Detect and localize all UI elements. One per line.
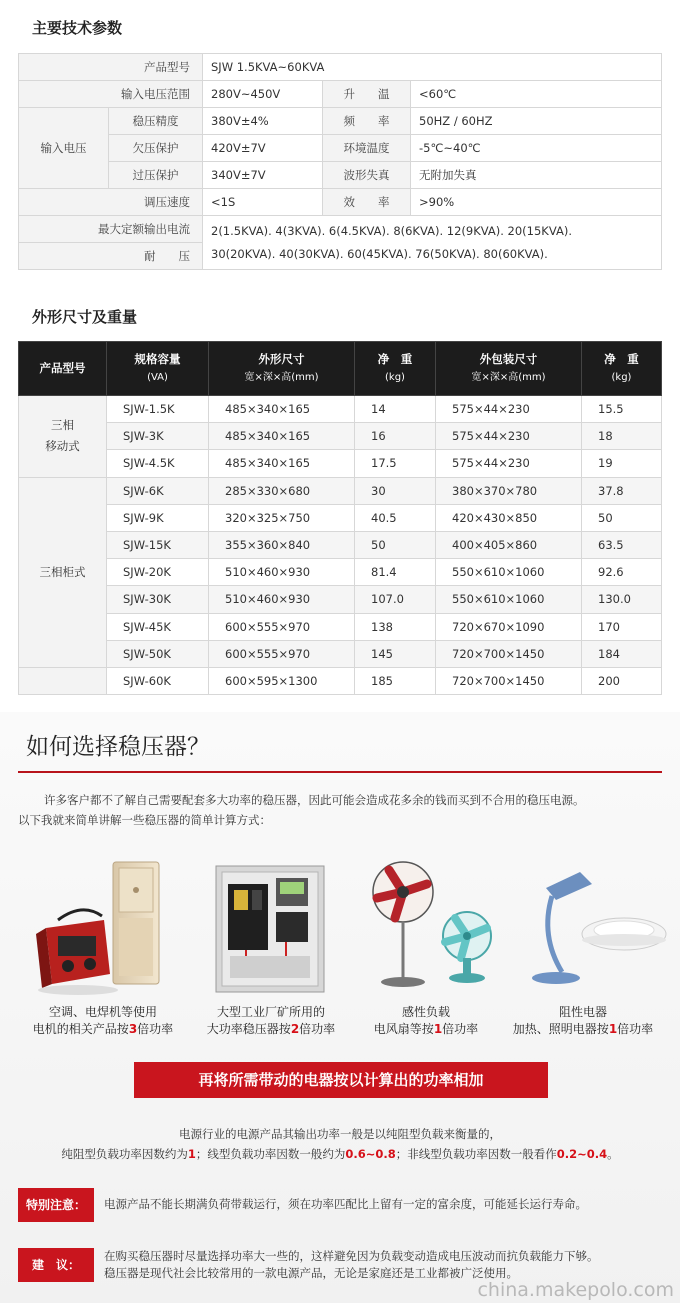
package-size-cell: 720×670×1090 [436,613,582,640]
net-weight-cell: 50 [355,531,436,558]
wave-label: 波形失真 [323,162,411,189]
size-cell: 285×330×680 [209,477,355,504]
advice-tag: 建 议： [18,1248,94,1282]
header-capacity: 规格容量 (VA) [107,342,209,396]
weight-cell: 184 [582,640,662,667]
group-empty [19,667,107,694]
input-range-label: 输入电压范围 [19,81,203,108]
attention-text: 电源产品不能长期满负荷带载运行，须在功率匹配比上留有一定的富余度，可能延长运行寿命。 [104,1197,587,1211]
weight-cell: 15.5 [582,396,662,423]
net-weight-cell: 40.5 [355,504,436,531]
caption-inductive-line1: 感性负载 [401,1005,450,1019]
table-row [19,504,662,531]
guide-title: 如何选择稳压器？ [26,734,210,760]
accuracy-value: 380V±4% [203,108,323,135]
weight-cell: 63.5 [582,531,662,558]
attention-tag: 特别注意： [18,1188,94,1222]
advice-text [104,1248,664,1282]
size-cell: 355×360×840 [209,531,355,558]
caption-motor-line1: 空调、电焊机等使用 [48,1005,157,1019]
max-current-line-2: 30(20KVA). 40(30KVA). 60(45KVA). 76(50KVA). 80(60KVA). [211,246,548,261]
dims-table [18,341,662,695]
env-value: -5℃~40℃ [411,135,662,162]
table-row [19,531,662,558]
net-weight-cell: 16 [355,423,436,450]
withstand-label: 耐 压 [19,243,203,270]
caption-industrial-line1: 大型工业厂矿所用的 [216,1005,325,1019]
weight-cell: 50 [582,504,662,531]
header-weight: 净 重 (kg) [582,342,662,396]
max-current-label: 最大定额输出电流 [19,216,203,243]
dims-section-title: 外形尺寸及重量 [32,308,138,326]
caption-industrial-line2: 大功率稳压器按2倍功率 [206,1022,336,1036]
size-cell: 485×340×165 [209,396,355,423]
size-cell: 600×555×970 [209,613,355,640]
model-label: 产品型号 [19,54,203,81]
table-row [19,586,662,613]
temp-label: 升 温 [323,81,411,108]
intro-line-1: 许多客户都不了解自己需要配套多大功率的稳压器，因此可能会造成花多余的钱而买到不合用的稳压电源。 [44,793,585,807]
net-weight-cell: 30 [355,477,436,504]
header-size: 外形尺寸 宽×深×高(mm) [209,342,355,396]
spec-table [18,53,662,270]
model-cell: SJW-50K [107,640,209,667]
weight-cell: 92.6 [582,559,662,586]
weight-cell: 130.0 [582,586,662,613]
advice-line-1: 在购买稳压器时尽量选择功率大一些的，这样避免因为负载变动造成电压波动而抗负载能力下够。 [104,1249,599,1263]
caption-inductive [341,1004,511,1038]
package-size-cell: 720×700×1450 [436,667,582,694]
max-current-value [203,216,662,270]
wave-value: 无附加失真 [411,162,662,189]
package-size-cell: 550×610×1060 [436,586,582,613]
desk-lamp-ceiling-light-illustration [510,854,680,1004]
model-cell: SJW-20K [107,559,209,586]
package-size-cell: 550×610×1060 [436,559,582,586]
model-cell: SJW-45K [107,613,209,640]
power-factor-note [18,1124,662,1164]
eff-value: >90% [411,189,662,216]
net-weight-cell: 145 [355,640,436,667]
header-package-size: 外包装尺寸 宽×深×高(mm) [436,342,582,396]
welder-aircon-illustration [18,854,188,1004]
table-row [19,640,662,667]
net-weight-cell: 107.0 [355,586,436,613]
model-cell: SJW-9K [107,504,209,531]
package-size-cell: 720×700×1450 [436,640,582,667]
under-label: 欠压保护 [109,135,203,162]
guide-intro [18,790,658,830]
input-range-value: 280V~450V [203,81,323,108]
model-cell: SJW-60K [107,667,209,694]
net-weight-cell: 138 [355,613,436,640]
input-voltage-label: 输入电压 [19,108,109,189]
table-row [19,667,662,694]
package-size-cell: 420×430×850 [436,504,582,531]
size-cell: 600×555×970 [209,640,355,667]
size-cell: 320×325×750 [209,504,355,531]
table-row [19,423,662,450]
caption-resistive-line2: 加热、照明电器按1倍功率 [512,1022,654,1036]
header-model: 产品型号 [19,342,107,396]
electric-fans-illustration [355,854,525,1004]
accuracy-label: 稳压精度 [109,108,203,135]
group-mobile: 三相 移动式 [19,396,107,478]
net-weight-cell: 185 [355,667,436,694]
table-row [19,613,662,640]
package-size-cell: 380×370×780 [436,477,582,504]
temp-value: <60℃ [411,81,662,108]
weight-cell: 200 [582,667,662,694]
caption-inductive-line2: 电风扇等按1倍功率 [373,1022,479,1036]
caption-motor [18,1004,188,1038]
table-row [19,450,662,477]
caption-motor-line2: 电机的相关产品按3倍功率 [32,1022,174,1036]
group-cabinet: 三相柜式 [19,477,107,667]
caption-industrial [186,1004,356,1038]
table-row [19,559,662,586]
max-current-line-1: 2(1.5KVA). 4(3KVA). 6(4.5KVA). 8(6KVA). 12(9KVA). 20(15KVA). [211,223,572,238]
model-cell: SJW-4.5K [107,450,209,477]
over-value: 340V±7V [203,162,323,189]
weight-cell: 18 [582,423,662,450]
net-weight-cell: 81.4 [355,559,436,586]
package-size-cell: 575×44×230 [436,450,582,477]
net-weight-cell: 14 [355,396,436,423]
size-cell: 485×340×165 [209,423,355,450]
over-label: 过压保护 [109,162,203,189]
table-row [19,396,662,423]
industrial-cabinet-illustration [186,854,356,1004]
speed-value: <1S [203,189,323,216]
net-weight-cell: 17.5 [355,450,436,477]
package-size-cell: 575×44×230 [436,396,582,423]
model-cell: SJW-15K [107,531,209,558]
watermark: china.makepolo.com [477,1279,674,1301]
title-divider [18,771,662,773]
intro-line-2: 以下我就来简单讲解一些稳压器的简单计算方式： [18,813,271,827]
model-cell: SJW-30K [107,586,209,613]
sum-power-banner: 再将所需带动的电器按以计算出的功率相加 [134,1062,548,1098]
size-cell: 510×460×930 [209,559,355,586]
power-factor-line-1: 电源行业的电源产品其输出功率一般是以纯阻型负载来衡量的， [179,1127,501,1141]
weight-cell: 170 [582,613,662,640]
size-cell: 510×460×930 [209,586,355,613]
header-net-weight: 净 重 (kg) [355,342,436,396]
advice-line-2: 稳压器是现代社会比较常用的一款电源产品，无论是家庭还是工业都被广泛使用。 [104,1266,518,1280]
dims-header-row [19,342,662,396]
spec-section-title: 主要技术参数 [32,19,123,37]
size-cell: 600×595×1300 [209,667,355,694]
table-row [19,477,662,504]
model-cell: SJW-3K [107,423,209,450]
freq-label: 频 率 [323,108,411,135]
package-size-cell: 400×405×860 [436,531,582,558]
model-value: SJW 1.5KVA~60KVA [203,54,662,81]
power-factor-line-2: 纯阻型负载功率因数约为1；线型负载功率因数一般约为0.6~0.8；非线型负载功率因数一般看作0.2~0.4。 [61,1147,619,1161]
package-size-cell: 575×44×230 [436,423,582,450]
eff-label: 效 率 [323,189,411,216]
caption-resistive [498,1004,668,1038]
speed-label: 调压速度 [19,189,203,216]
freq-value: 50HZ / 60HZ [411,108,662,135]
model-cell: SJW-6K [107,477,209,504]
weight-cell: 19 [582,450,662,477]
selection-guide [0,712,680,1303]
model-cell: SJW-1.5K [107,396,209,423]
under-value: 420V±7V [203,135,323,162]
caption-resistive-line1: 阻性电器 [558,1005,607,1019]
size-cell: 485×340×165 [209,450,355,477]
env-label: 环境温度 [323,135,411,162]
weight-cell: 37.8 [582,477,662,504]
